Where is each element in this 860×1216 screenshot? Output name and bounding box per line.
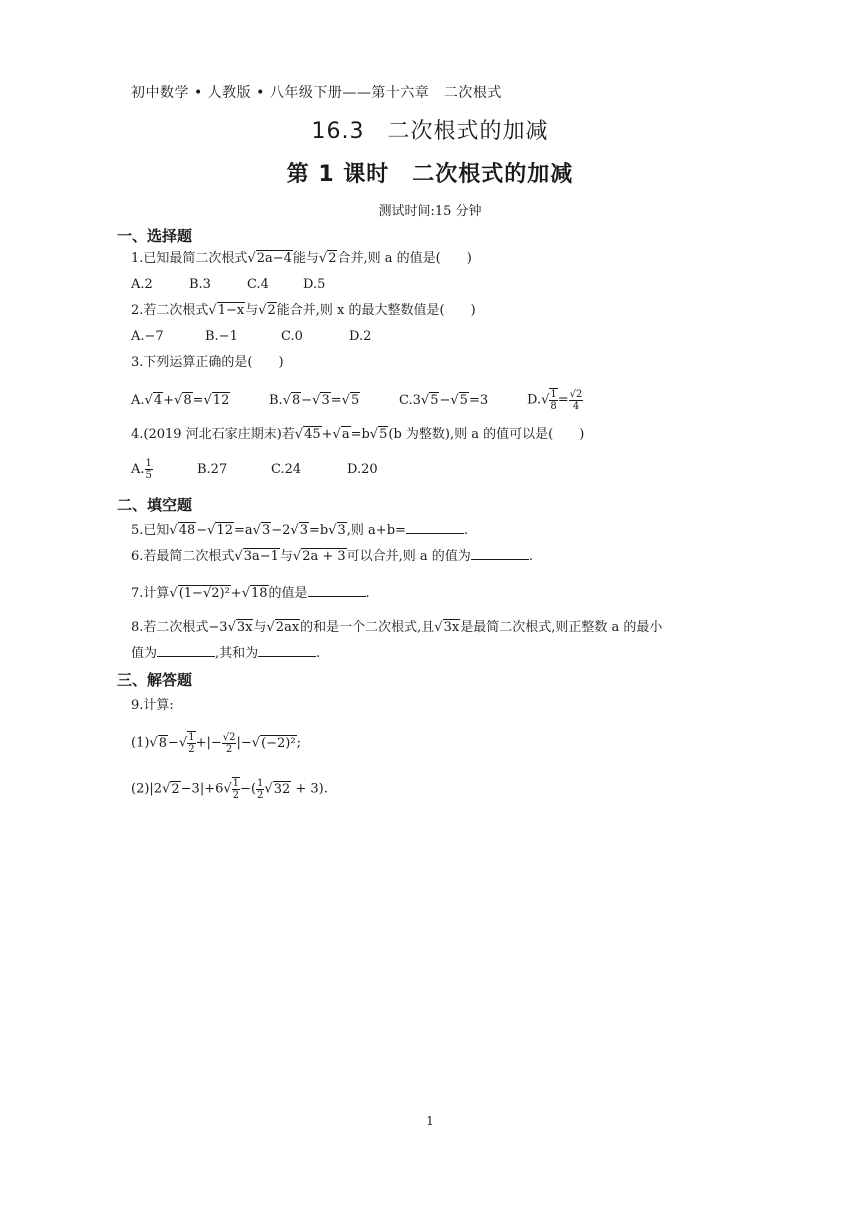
q1-options [131,275,325,295]
section-title: 16.3 二次根式的加减 [311,119,549,144]
q9-part-1: (1)√8−√ $\frac{1}{2}$ +|− $\frac{√2}{2}$ |−√(−2)²; [131,731,301,755]
q3-option-b: B.√8−√3=√5 [269,392,360,408]
q9-part-2: (2)|2√2−3|+6√ $\frac{1}{2}$ −( $\frac{1}{2}$ √32 + 3). [131,777,328,801]
section-heading-fill: 二、填空题 [117,496,193,514]
q2-text: 2.若二次根式 [131,303,209,318]
q3-option-a: A.√4+√8=√12 [131,392,230,408]
question-8-line2: 值为 ,其和为 . [131,646,321,661]
q2-option-d: D.2 [349,329,372,344]
q3-option-d: D.√ $\frac{1}{8}$ = $\frac{√2}{4}$ [527,388,583,412]
question-6: 6.若最简二次根式√3a−1与√2a + 3可以合并,则 a 的值为 . [131,549,533,564]
q1-radical-1: 2a−4 [256,251,292,266]
q1-post: 合并,则 a 的值是( ) [337,251,472,266]
q7-answer-blank [308,584,366,597]
q2-mid: 与 [245,303,259,318]
q1-option-a: A.2 [131,277,153,292]
breadcrumb: 初中数学 • 人教版 • 八年级下册——第十六章 二次根式 [131,85,502,101]
q2-radical-2: 2 [267,303,276,318]
q4-options [131,458,378,481]
q8-answer-blank-2 [258,644,316,657]
q1-text: 1.已知最简二次根式 [131,251,248,266]
lesson-title: 第 1 课时 二次根式的加减 [286,162,574,187]
q1-mid: 能与 [292,251,319,266]
q3-options [131,388,583,412]
q2-post: 能合并,则 x 的最大整数值是( ) [276,303,476,318]
q2-radical-1: 1−x [217,303,245,318]
question-4: 4.(2019 河北石家庄期末)若√45+√a=b√5(b 为整数),则 a 的值可以是( ) [131,427,585,442]
q4-option-b: B.27 [197,462,228,477]
page-number: 1 [426,1114,434,1128]
test-time: 测试时间:15 分钟 [378,204,482,219]
q4-option-a: A. $\frac{1}{5}$ [131,458,152,481]
q4-option-c: C.24 [271,462,302,477]
q2-option-b: B.−1 [205,329,238,344]
question-7: 7.计算√(1−√2)²+√18的值是 . [131,586,370,601]
q1-option-b: B.3 [189,277,211,292]
question-9: 9.计算: [131,698,174,713]
q8-answer-blank-1 [157,644,215,657]
section-heading-answer: 三、解答题 [117,671,193,689]
q1-option-c: C.4 [247,277,269,292]
q1-radical-2: 2 [328,251,337,266]
question-8: 8.若二次根式−3√3x与√2ax的和是一个二次根式,且√3x是最简二次根式,则正整数 a 的最小 [131,620,663,635]
q5-answer-blank [406,521,464,534]
q1-option-d: D.5 [303,277,326,292]
q3-option-c: C.3√5−√5=3 [399,392,489,408]
question-3: 3.下列运算正确的是( ) [131,355,284,370]
q2-option-c: C.0 [281,329,303,344]
question-2: 2.若二次根式√1−x与√2能合并,则 x 的最大整数值是( ) [131,303,476,318]
question-5: 5.已知√48−√12=a√3−2√3=b√3,则 a+b= . [131,523,469,538]
q6-answer-blank [471,547,529,560]
q2-options [131,327,371,347]
question-1: 1.已知最简二次根式√2a−4能与√2合并,则 a 的值是( ) [131,251,472,266]
q4-option-d: D.20 [347,462,378,477]
q2-option-a: A.−7 [131,329,164,344]
section-heading-choice: 一、选择题 [117,227,193,245]
